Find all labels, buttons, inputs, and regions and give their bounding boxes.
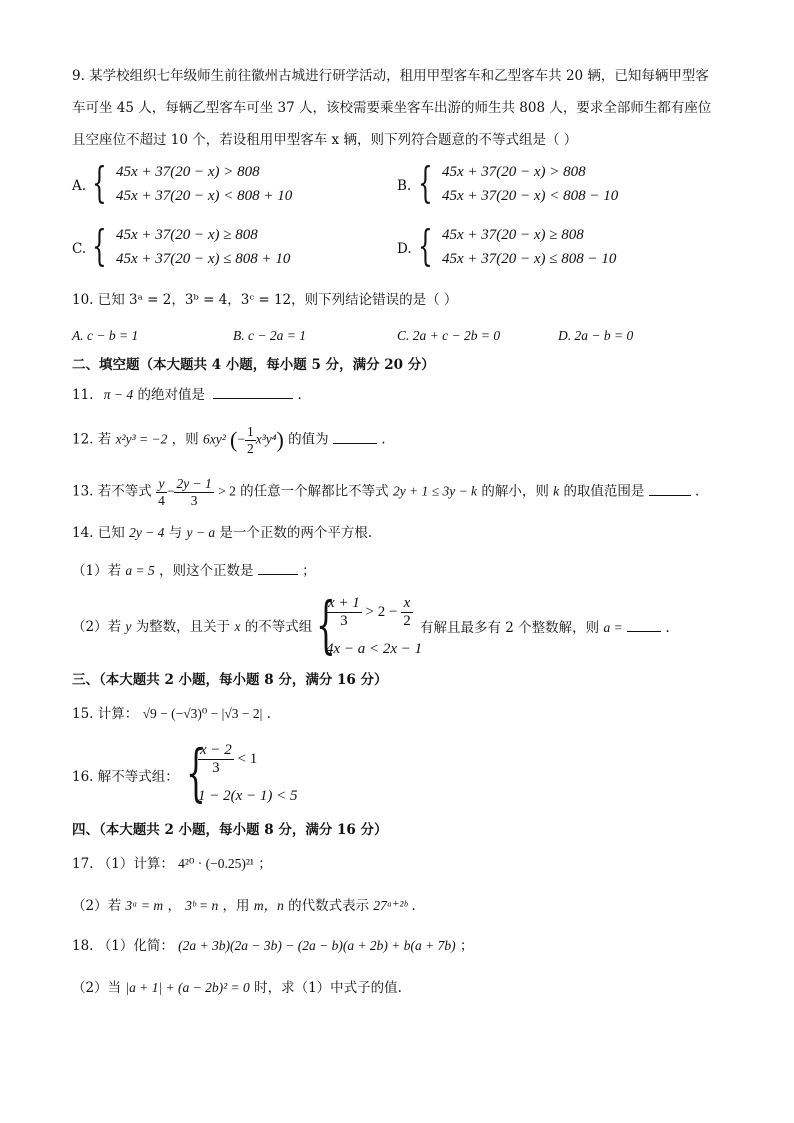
- q17-p2-c2: 3ᵇ = n: [185, 898, 219, 913]
- q12: [72, 424, 386, 456]
- q14-part1: [72, 562, 316, 579]
- q16-frac-den: 3: [212, 760, 220, 777]
- q9-option-b-label: B.: [397, 178, 412, 194]
- q17-p2-sep: ，: [167, 898, 181, 914]
- q12-fraction: [245, 424, 256, 456]
- q14-p2-prefix: （2）若: [72, 619, 122, 635]
- section-4-heading: 四、（本大题共 2 小题，每小题 8 分，满分 16 分）: [72, 822, 388, 838]
- minus-icon: −: [166, 483, 175, 499]
- q17-part1: [72, 856, 272, 872]
- q13: [72, 476, 699, 508]
- q18-part2: [72, 980, 402, 996]
- q18-part1: [72, 938, 473, 954]
- section-2-heading: 二、填空题（本大题共 4 小题，每小题 5 分，满分 20 分）: [72, 357, 435, 373]
- q14-p1-tail: ，则这个正数是: [159, 563, 254, 579]
- q13-f1-num: y: [156, 476, 167, 493]
- q9-option-b-row1: 45x + 37(20 − x) > 808: [442, 164, 586, 180]
- q14-p1-end: ；: [302, 563, 316, 579]
- q9-line1: 9. 某学校组织七年级师生前往徽州古城进行研学活动，租用甲型客车和乙型客车共 20 辆，已知每辆甲型客: [72, 68, 709, 84]
- q9-option-d-system: [442, 223, 616, 271]
- q10-option-b: B. c − 2a = 1: [233, 328, 306, 343]
- q18-p1-end: ；: [459, 938, 474, 954]
- q15: [72, 706, 271, 722]
- q17-p2-vars: m，n: [253, 898, 284, 913]
- q9-option-a-label: A.: [72, 178, 87, 194]
- q9-option-d-row1: 45x + 37(20 − x) ≥ 808: [442, 227, 584, 243]
- q15-expr: √9 − (−√3)⁰ − |√3 − 2|: [142, 706, 263, 721]
- q13-mid: 的任意一个解都比不等式: [240, 483, 389, 500]
- q10-option-c: C. 2a + c − 2b = 0: [397, 328, 501, 343]
- q14-p2-mid2: 的不等式组: [244, 619, 313, 635]
- q11-expr: π − 4: [103, 387, 134, 402]
- q12-prefix: 12. 若: [72, 431, 112, 448]
- q18-p1-expr: (2a + 3b)(2a − 3b) − (2a − b)(a + 2b) + b(a + 7b): [178, 938, 456, 953]
- q18-p2-prefix: （2）当: [72, 980, 122, 996]
- q14-p2-tail: 有解且最多有 2 个整数解，则: [420, 620, 600, 636]
- q15-end: .: [266, 706, 271, 722]
- brace-icon: {: [418, 221, 433, 270]
- q9-option-c-row2: 45x + 37(20 − x) ≤ 808 + 10: [116, 251, 291, 267]
- q14-p2-eq: a =: [603, 620, 623, 635]
- q15-prefix: 15. 计算：: [72, 706, 139, 722]
- q16-frac-num: x − 2: [198, 742, 234, 760]
- q16-fraction: [198, 742, 234, 778]
- q10-option-d: D. 2a − b = 0: [558, 328, 634, 343]
- q11: [72, 386, 302, 403]
- q9-line3: 且空座位不超过 10 个，若设租用甲型客车 x 辆，则下列符合题意的不等式组是（ ）: [72, 132, 578, 148]
- q14-stem-mid: 与: [168, 525, 183, 541]
- q17-p1-expr: 4²⁰ · (−0.25)²¹: [178, 856, 254, 871]
- q18-p1-prefix: 18. （1）化简：: [72, 938, 174, 954]
- q13-end: .: [695, 483, 700, 500]
- q18-p2-tail: 时，求（1）中式子的值.: [254, 980, 402, 996]
- q13-f2-den: 3: [190, 492, 198, 508]
- q17-p2-expr: 27ᵃ⁺²ᵇ: [373, 898, 408, 913]
- q12-expr-a: 6xy²: [202, 431, 226, 447]
- q16-system-row2: 1 − 2(x − 1) < 5: [198, 788, 298, 804]
- q13-mid2: 的解小，则: [481, 483, 549, 500]
- q13-prefix: 13. 若不等式: [72, 483, 152, 500]
- q13-ineq: 2y + 1 ≤ 3y − k: [392, 483, 478, 499]
- q10-option-a: A. c − b = 1: [72, 328, 139, 343]
- q12-frac-num: 1: [247, 424, 254, 439]
- q14-p2-var: y: [125, 619, 132, 634]
- q14-system-row1: [326, 595, 422, 637]
- q14-system: [326, 595, 422, 661]
- q14-sys-den: 3: [340, 613, 348, 630]
- q17-p2-mid: ，用: [222, 898, 250, 914]
- q14-sys-frac-2: [401, 595, 413, 631]
- q17-p2-c1: 3ᵃ = m: [125, 898, 164, 913]
- q16-row1-tail: < 1: [237, 751, 258, 768]
- q13-fraction-1: [156, 476, 167, 508]
- q14-sys-frac-1: [326, 595, 362, 631]
- q14-p2-mid: 为整数，且关于: [135, 619, 231, 635]
- q14-sys-gt: > 2 −: [365, 604, 398, 621]
- q9-option-c-system: [116, 223, 290, 271]
- q14-expr-2: y − a: [186, 525, 216, 540]
- q12-cond: x²y³ = −2: [115, 431, 168, 447]
- q9-option-d-label: D.: [397, 241, 412, 257]
- q14-p1-prefix: （1）若: [72, 563, 122, 579]
- q17-p2-prefix: （2）若: [72, 898, 122, 914]
- q14-expr-1: 2y − 4: [129, 525, 165, 540]
- q17-p1-prefix: 17. （1）计算：: [72, 856, 174, 872]
- brace-icon: {: [316, 588, 336, 661]
- q17-p1-end: ；: [258, 856, 272, 872]
- q14-part2-prefix-group: [72, 619, 312, 635]
- minus-icon: −: [237, 431, 245, 447]
- q13-tail: 的取值范围是: [563, 483, 645, 500]
- q14-stem: [72, 525, 372, 541]
- q11-prefix: 11.: [72, 387, 94, 403]
- q9-option-c-label: C.: [72, 241, 87, 257]
- q14-p2-x: x: [234, 619, 241, 634]
- q12-frac-den: 2: [247, 440, 254, 456]
- q14-stem-prefix: 14. 已知: [72, 525, 125, 541]
- q13-fraction-2: [174, 476, 213, 508]
- q13-f2-num: 2y − 1: [176, 476, 212, 491]
- q17-part2: [72, 898, 416, 914]
- q14-p1-answer-blank: [258, 562, 298, 575]
- q9-option-d-row2: 45x + 37(20 − x) ≤ 808 − 10: [442, 251, 617, 267]
- q14-stem-tail: 是一个正数的两个平方根.: [219, 525, 373, 541]
- q11-answer-blank: [213, 386, 293, 399]
- q9-option-a-row2: 45x + 37(20 − x) < 808 + 10: [116, 188, 293, 204]
- q17-p2-tail: 的代数式表示: [288, 898, 370, 914]
- q13-f1-den: 4: [158, 492, 165, 508]
- q9-option-a-row1: 45x + 37(20 − x) > 808: [116, 164, 260, 180]
- q13-answer-blank: [649, 483, 691, 496]
- q10-stem: 10. 已知 3ᵃ = 2，3ᵇ = 4，3ᶜ = 12，则下列结论错误的是（ ）: [72, 292, 458, 308]
- q9-option-b-system: [442, 160, 618, 208]
- q14-sys-num: x + 1: [326, 595, 362, 613]
- q14-p2-answer-blank: [627, 619, 661, 632]
- q16-system: [198, 742, 298, 808]
- q11-end: .: [297, 387, 302, 403]
- brace-icon: {: [92, 221, 107, 270]
- section-3-heading: 三、（本大题共 2 小题，每小题 8 分，满分 16 分）: [72, 672, 388, 688]
- q13-gt: > 2: [218, 483, 236, 499]
- q11-text: 的绝对值是: [137, 387, 205, 403]
- q14-system-row2: 4x − a < 2x − 1: [326, 641, 423, 657]
- q12-mid: ，则: [171, 431, 199, 448]
- q9-line2: 车可坐 45 人，每辆乙型客车可坐 37 人，该校需要乘坐客车出游的师生共 808 人，要求全部师生都有座位: [72, 100, 712, 116]
- q9-option-c-row1: 45x + 37(20 − x) ≥ 808: [116, 227, 258, 243]
- q9-option-b-row2: 45x + 37(20 − x) < 808 − 10: [442, 188, 619, 204]
- brace-icon: {: [186, 736, 206, 809]
- brace-icon: {: [418, 158, 433, 207]
- q14-sys-f2-num: x: [401, 595, 413, 613]
- q16-system-row1: [198, 742, 298, 784]
- q14-p1-cond: a = 5: [125, 563, 155, 578]
- q14-part2-tail-group: [420, 619, 670, 636]
- q17-p2-end: .: [411, 898, 416, 914]
- q12-tail: 的值为: [288, 431, 329, 448]
- brace-icon: {: [92, 158, 107, 207]
- q9-option-a-system: [116, 160, 292, 208]
- q18-p2-expr: |a + 1| + (a − 2b)² = 0: [125, 980, 250, 995]
- q13-var: k: [553, 483, 560, 499]
- q12-answer-blank: [333, 431, 377, 444]
- q14-sys-f2-den: 2: [403, 613, 411, 630]
- q14-p2-end: .: [665, 620, 670, 636]
- q12-end: .: [381, 431, 386, 448]
- right-paren-icon: ): [276, 426, 284, 452]
- q12-expr-b: x³y⁴: [255, 431, 277, 447]
- q16-prefix: 16. 解不等式组：: [72, 769, 179, 785]
- left-paren-icon: (: [230, 426, 238, 452]
